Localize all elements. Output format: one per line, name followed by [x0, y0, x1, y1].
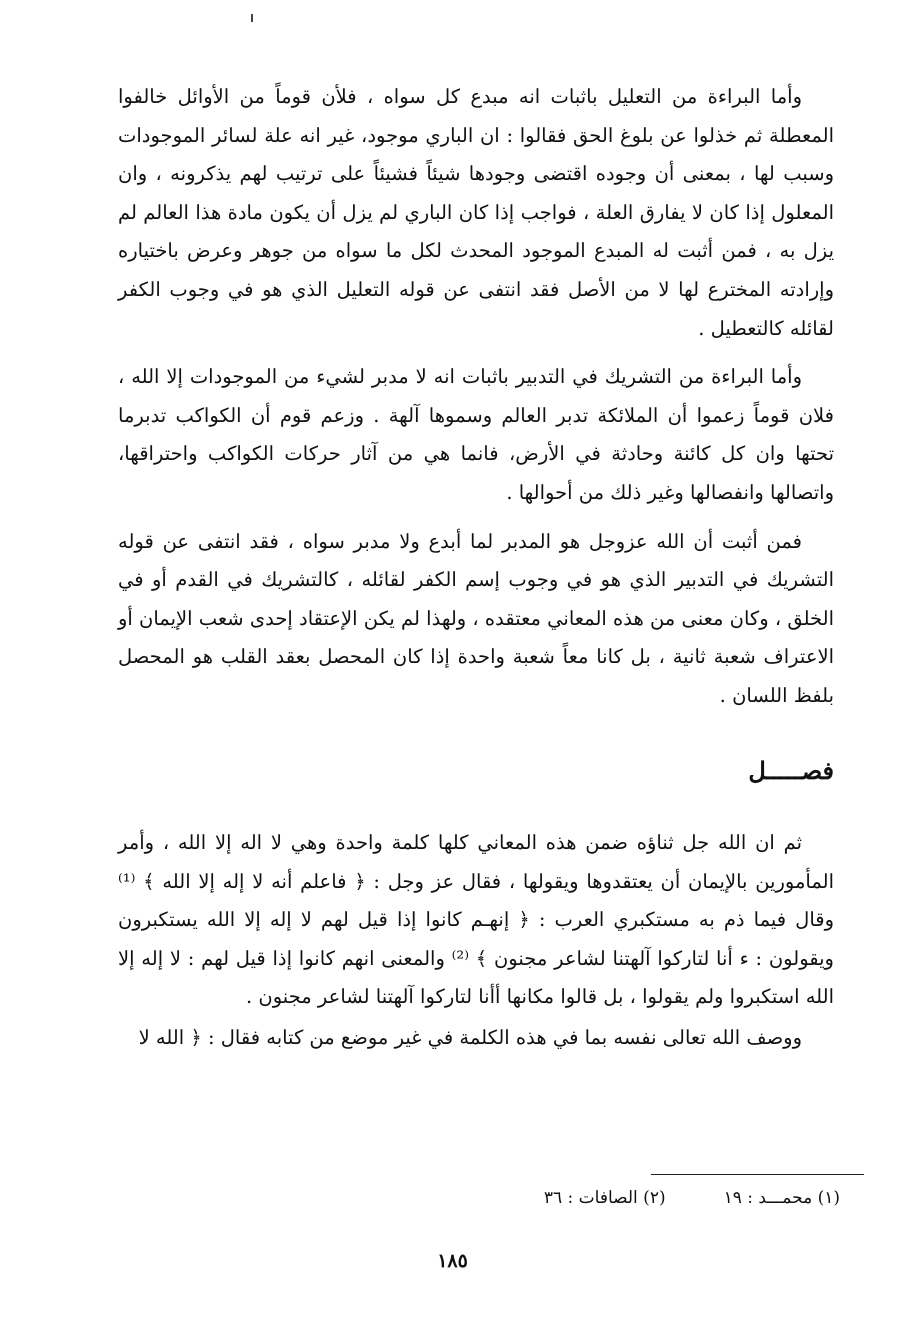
footnote-1: (١) محمـــد : ١٩ [723, 1188, 840, 1208]
section-heading: فصـــــل [748, 755, 834, 785]
paragraph: ثم ان الله جل ثناؤه ضمن هذه المعاني كلها كلمة واحدة وهي لا اله إلا الله ، وأمر المأمورين بالإيمان أن يعتقدوها ويقولها ، فقال عز وجل : ﴿ فاعلم أنه لا إله إلا الله ﴾ ⁽¹⁾ وقال فيما ذم به مستكبري العرب : ﴿ إنهـم كانوا إذا قيل لهم لا إله إلا الله يستكبرون ويقولون : ء أنا لتاركوا آلهتنا لشاعر مجنون ﴾ ⁽²⁾ والمعنى انهم كانوا إذا قيل لهم : لا إله إلا الله استكبروا ولم يقولوا ، بل قالوا مكانها أأنا لتاركوا آلهتنا لشاعر مجنون . [118, 831, 834, 1009]
paragraph: وأما البراءة من التشريك في التدبير باثبات انه لا مدبر لشيء من الموجودات إلا الله ، فلان قوماً زعموا أن الملائكة تدبر العالم وسموها آلهة . وزعم قوم أن الكواكب تدبرما تحتها وان كل كائنة وحادثة في الأرض، فانما هي من آثار حركات الكواكب واحتراقها، واتصالها وانفصالها وغير ذلك من أحوالها . [118, 365, 834, 504]
footnote-separator [651, 1174, 864, 1175]
page-number: ١٨٥ [437, 1250, 468, 1272]
footnotes [360, 1188, 840, 1208]
paragraph: ووصف الله تعالى نفسه بما في هذه الكلمة في غير موضع من كتابه فقال : ﴿ الله لا [138, 1026, 802, 1050]
section-body [118, 824, 834, 1058]
paragraph: وأما البراءة من التعليل باثبات انه مبدع كل سواه ، فلأن قوماً من الأوائل خالفوا المعطلة ثم خذلوا عن بلوغ الحق فقالوا : ان الباري موجود، غير انه علة لسائر الموجودات وسبب لها ، بمعنى أن وجوده اقتضى وجودها شيئاً فشيئاً على ترتيب لهم يذكرونه ، وان المعلول إذا كان لا يفارق العلة ، فواجب إذا كان الباري لم يزل أن يكون مادة هذا العالم لم يزل به ، فمن أثبت له المبدع الموجود المحدث لكل ما سواه من جوهر وعرض باختياره وإرادته المخترع لها لا من الأصل فقد انتفى عن قوله التعليل الذي هو في وجوب الكفر لقائله كالتعطيل . [118, 85, 834, 340]
paragraph: فمن أثبت أن الله عزوجل هو المدبر لما أبدع ولا مدبر سواه ، فقد انتفى عن قوله التشريك في التدبير الذي هو في وجوب إسم الكفر لقائله ، كالتشريك في القدم أو في الخلق ، وكان معنى من هذه المعاني معتقده ، ولهذا لم يكن الإعتقاد إحدى شعب الإيمان أو الاعتراف شعبة ثانية ، بل كانا معاً شعبة واحدة إذا كان المحصل بعقد القلب هو المحصل بلفظ اللسان . [118, 529, 835, 707]
footnote-2: (٢) الصافات : ٣٦ [543, 1188, 666, 1208]
main-text-block [118, 78, 834, 1058]
scan-mark [251, 14, 253, 22]
